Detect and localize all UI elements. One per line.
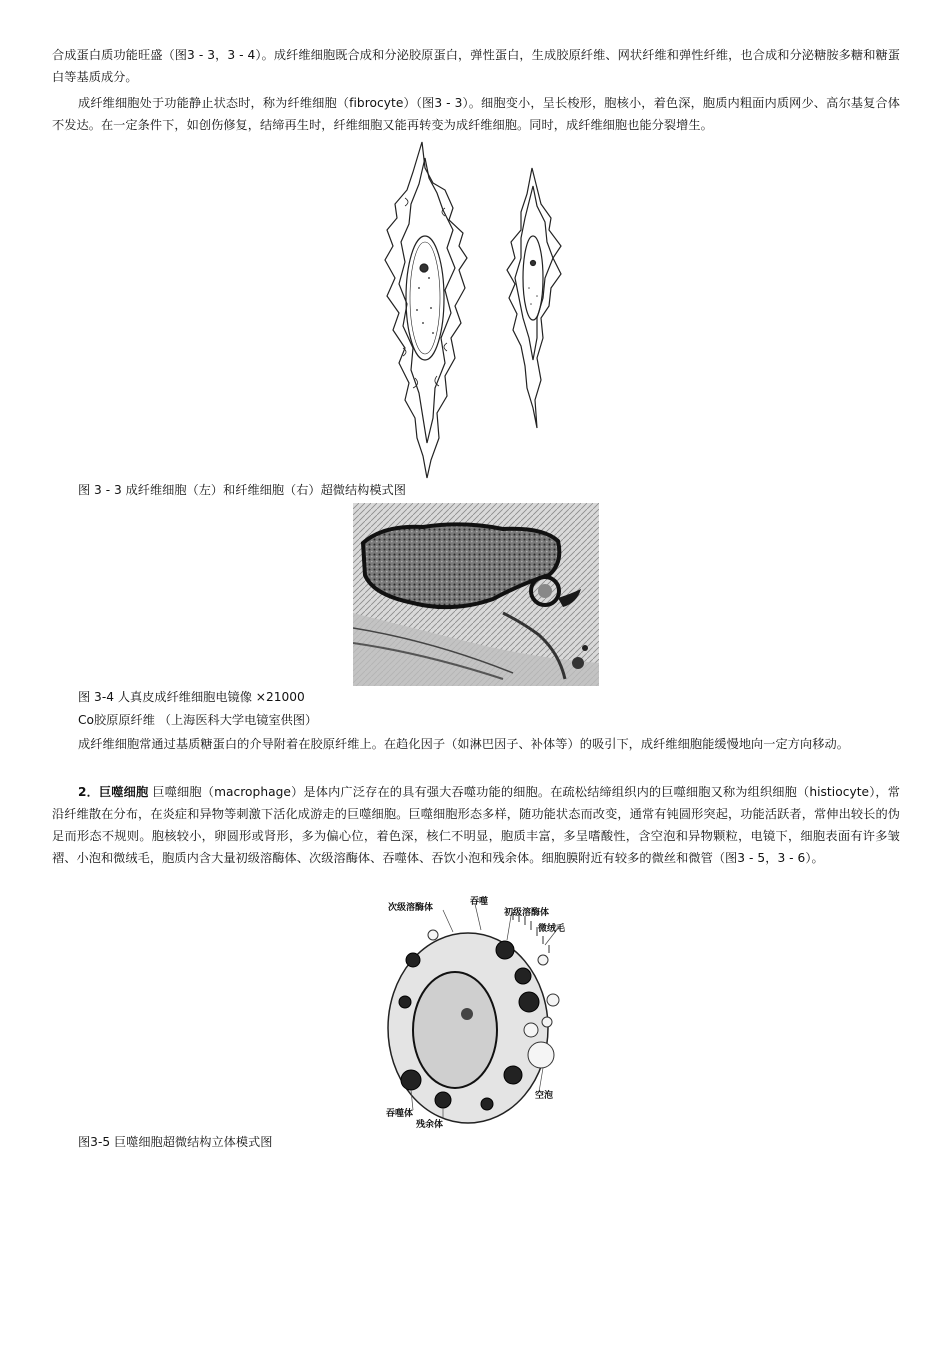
label-phagosome: 吞噬体	[386, 1109, 414, 1119]
label-residual-body: 残余体	[416, 1120, 444, 1130]
label-secondary-lysosome: 次级溶酶体	[388, 903, 434, 913]
section-heading-macrophage: 2．巨噬细胞	[78, 785, 149, 799]
paragraph-macrophage-body: 巨噬细胞（macrophage）是体内广泛存在的具有强大吞噬功能的细胞。在疏松结缔组织内的巨噬细胞又称为组织细胞（histiocyte），常沿纤维散在分布，在炎症和异物等刺激下活化成游走的巨噬细胞。巨噬细胞形态多样，随功能状态而改变，通常有钝圆形突起，功能活跃者，常伸出较长的伪足而形态不规则。胞核较小，卵圆形或肾形，多为偏心位，着色深，核仁不明显，胞质丰富，多呈嗜酸性，含空泡和异物颗粒，电镜下，细胞表面有许多皱褶、小泡和微绒毛，胞质内含大量初级溶酶体、次级溶酶体、吞噬体、吞饮小泡和残余体。细胞膜附近有较多的微丝和微管（图3 - 5，3 - 6）。	[52, 785, 901, 865]
figure-3-4-caption: 图 3-4 人真皮成纤维细胞电镜像 ×21000	[78, 690, 305, 704]
figure-3-5-diagram	[383, 890, 583, 1128]
label-microvilli: 微绒毛	[538, 924, 566, 934]
figure-3-5-caption: 图3-5 巨噬细胞超微结构立体模式图	[78, 1135, 273, 1149]
figure-3-3-caption: 图 3 - 3 成纤维细胞（左）和纤维细胞（右）超微结构模式图	[78, 483, 406, 497]
label-primary-lysosome: 初级溶酶体	[504, 908, 550, 918]
paragraph-fibrocyte: 成纤维细胞处于功能静止状态时，称为纤维细胞（fibrocyte）（图3 - 3）。细胞变小，呈长梭形，胞核小，着色深，胞质内粗面内质网少、高尔基复合体不发达。在一定条件下，如创伤修复，结缔再生时，纤维细胞又能再转变为成纤维细胞。同时，成纤维细胞也能分裂增生。	[52, 96, 900, 132]
figure-3-3-drawing	[375, 138, 575, 480]
label-vacuole: 空泡	[535, 1091, 554, 1101]
paragraph-fibroblast-function: 合成蛋白质功能旺盛（图3 - 3，3 - 4）。成纤维细胞既合成和分泌胶原蛋白，弹性蛋白，生成胶原纤维、网状纤维和弹性纤维，也合成和分泌糖胺多糖和糖蛋白等基质成分。	[52, 48, 900, 84]
paragraph-fibroblast-migration: 成纤维细胞常通过基质糖蛋白的介导附着在胶原纤维上。在趋化因子（如淋巴因子、补体等）的吸引下，成纤维细胞能缓慢地向一定方向移动。	[78, 737, 849, 751]
figure-3-4-micrograph	[353, 503, 599, 686]
figure-3-4-caption-source: Co胶原原纤维 （上海医科大学电镜室供图）	[78, 713, 318, 727]
paragraph-macrophage	[52, 781, 900, 869]
label-phagocytosis: 吞噬	[470, 897, 489, 907]
